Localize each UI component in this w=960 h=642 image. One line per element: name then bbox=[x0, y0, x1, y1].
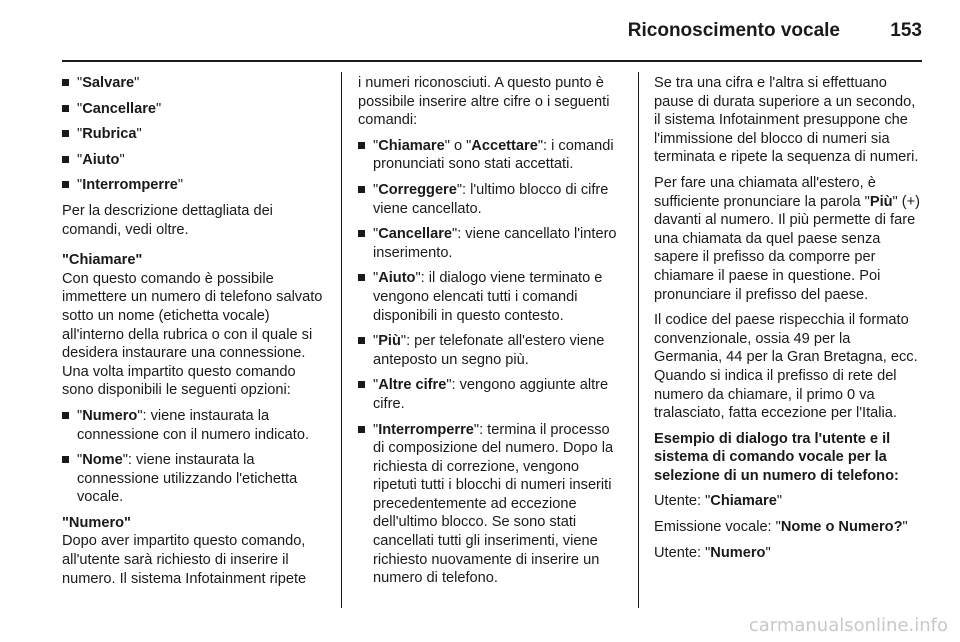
list-item: "Aiuto": il dialogo viene terminato e vengono elencati tutti i comandi disponibili in questo contesto. bbox=[358, 269, 624, 325]
bullet-icon bbox=[62, 156, 69, 163]
bullet-icon bbox=[62, 456, 69, 463]
bullet-icon bbox=[358, 186, 365, 193]
command-list bbox=[62, 74, 328, 195]
bullet-icon bbox=[62, 79, 69, 86]
international-paragraph: Per fare una chiamata all'estero, è sufficiente pronunciare la parola "Più" (+) davanti al numero. Il più permette di fare una chiamata da quel paese senza sapere il prefisso da comporre per chiamare il paese in questione. Poi pronunciare il prefisso del paese. bbox=[654, 174, 921, 303]
continuation-paragraph: i numeri riconosciuti. A questo punto è possibile inserire altre cifre o i seguenti comandi: bbox=[358, 75, 610, 129]
list-item: "Chiamare" o "Accettare": i comandi pronunciati sono stati accettati. bbox=[358, 137, 624, 174]
list-item: "Salvare" bbox=[62, 74, 328, 93]
column-3 bbox=[654, 74, 922, 569]
bullet-icon bbox=[358, 274, 365, 281]
column-2 bbox=[358, 74, 624, 595]
list-item: "Correggere": l'ultimo blocco di cifre viene cancellato. bbox=[358, 181, 624, 218]
example-heading: Esempio di dialogo tra l'utente e il sistema di comando vocale per la selezione di un numero di telefono: bbox=[654, 430, 899, 484]
list-item: "Più": per telefonate all'estero viene anteposto un segno più. bbox=[358, 332, 624, 369]
chiamare-paragraph: Con questo comando è possibile immettere un numero di telefono salvato sotto un nome (etichetta vocale) all'interno della rubrica o con il quale si desidera instaurare una connessione. Una volta impartito questo comando sono disponibili le seguenti opzioni: bbox=[62, 270, 323, 399]
dialog-line-user-1: Utente: "Chiamare" bbox=[654, 493, 782, 510]
pause-paragraph: Se tra una cifra e l'altra si effettuano pause di durata superiore a un secondo, il sistema Infotainment presuppone che l'immissione del blocco di numeri sia terminata e ripete la sequenza di numeri. bbox=[654, 75, 919, 166]
list-item: "Cancellare": viene cancellato l'intero inserimento. bbox=[358, 225, 624, 262]
numero-paragraph: Dopo aver impartito questo comando, all'utente sarà richiesto di inserire il numero. Il sistema Infotainment ripete bbox=[62, 533, 307, 587]
bullet-icon bbox=[358, 381, 365, 388]
dialog-line-system: Emissione vocale: "Nome o Numero?" bbox=[654, 519, 908, 536]
intro-paragraph: Per la descrizione dettagliata dei comandi, vedi oltre. bbox=[62, 202, 273, 238]
list-item: "Altre cifre": vengono aggiunte altre cifre. bbox=[358, 376, 624, 413]
page-number: 153 bbox=[890, 20, 922, 41]
bullet-icon bbox=[62, 181, 69, 188]
dialog-line-user-2: Utente: "Numero" bbox=[654, 544, 771, 561]
list-item: "Interromperre": termina il processo di composizione del numero. Dopo la richiesta di correzione, vengono ripetuti tutti i blocchi di numeri inseriti precedentemente ad eccezione dell'ultimo blocco. Se sono stati cancellati tutti gli inserimenti, viene richiesto nuovamente di inserire un numero di telefono. bbox=[358, 421, 624, 588]
header-rule bbox=[62, 60, 922, 62]
bullet-icon bbox=[62, 130, 69, 137]
list-item: "Cancellare" bbox=[62, 100, 328, 119]
list-item: "Numero": viene instaurata la connessione con il numero indicato. bbox=[62, 407, 328, 444]
bullet-icon bbox=[62, 105, 69, 112]
bullet-icon bbox=[62, 412, 69, 419]
list-item: "Nome": viene instaurata la connessione utilizzando l'etichetta vocale. bbox=[62, 451, 328, 507]
number-command-list bbox=[358, 137, 624, 588]
list-item: "Aiuto" bbox=[62, 151, 328, 170]
bullet-icon bbox=[358, 142, 365, 149]
page-title: Riconoscimento vocale bbox=[627, 20, 840, 41]
country-code-paragraph: Il codice del paese rispecchia il formato convenzionale, ossia 49 per la Germania, 44 per la Gran Bretagna, ecc. Quando si indica il prefisso di rete del numero da chiamare, il primo 0 va tralasciato, fatta eccezione per l'Italia. bbox=[654, 312, 918, 422]
list-item: "Rubrica" bbox=[62, 125, 328, 144]
list-item: "Interromperre" bbox=[62, 176, 328, 195]
bullet-icon bbox=[358, 426, 365, 433]
watermark: carmanualsonline.info bbox=[748, 615, 948, 636]
option-list bbox=[62, 407, 328, 507]
section-heading-numero: "Numero" bbox=[62, 514, 131, 531]
page-header bbox=[0, 0, 960, 62]
column-divider-2 bbox=[638, 72, 639, 608]
bullet-icon bbox=[358, 337, 365, 344]
section-heading-chiamare: "Chiamare" bbox=[62, 252, 143, 269]
bullet-icon bbox=[358, 230, 365, 237]
column-1 bbox=[62, 74, 328, 595]
column-divider-1 bbox=[341, 72, 342, 608]
